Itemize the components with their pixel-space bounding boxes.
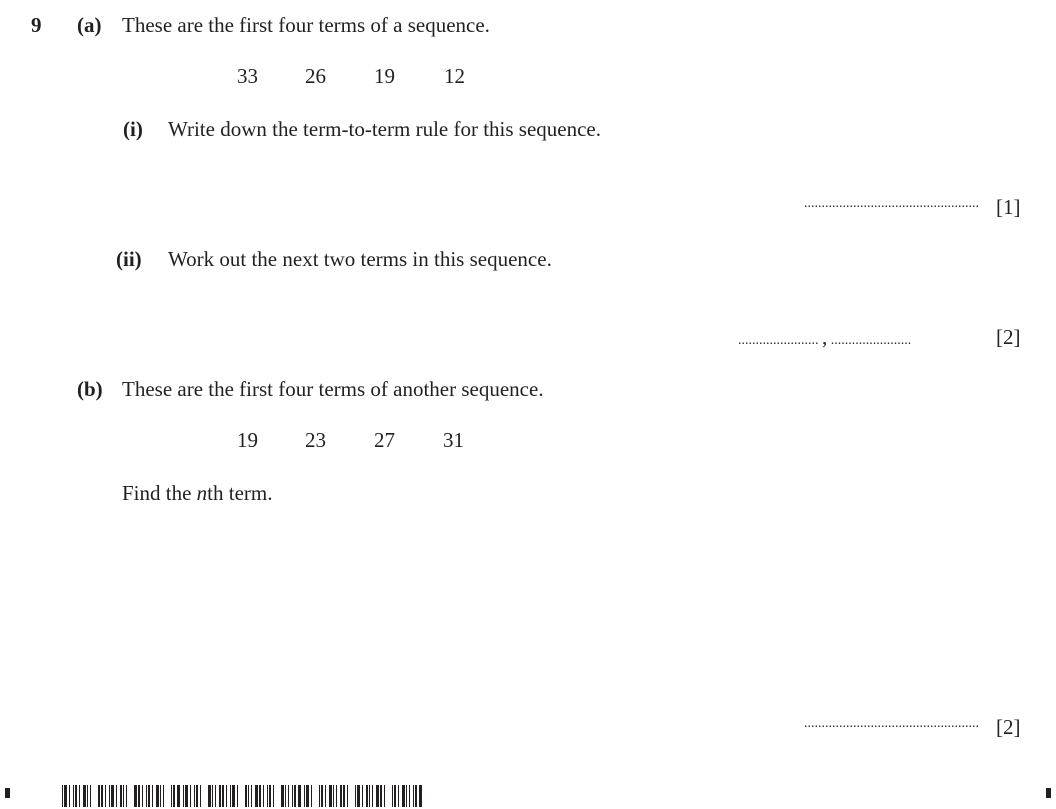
answer-line-i[interactable]: .................................................. xyxy=(804,196,979,211)
sequence-b-term-3: 27 xyxy=(374,428,395,452)
answer-separator: , xyxy=(822,325,828,349)
marks-ii: [2] xyxy=(996,325,1021,349)
sequence-a-term-1: 33 xyxy=(237,64,258,88)
part-a-stem: These are the first four terms of a sequence. xyxy=(122,13,490,37)
sequence-a-term-3: 19 xyxy=(374,64,395,88)
sub-i-text: Write down the term-to-term rule for this sequence. xyxy=(168,117,602,141)
part-b-instruction xyxy=(122,483,273,504)
sequence-a-term-4: 12 xyxy=(444,64,465,88)
instruction-before: Find the xyxy=(122,481,197,505)
sub-i-label: (i) xyxy=(123,117,143,141)
answer-line-ii-first[interactable]: ....................... xyxy=(738,333,819,348)
barcode-icon xyxy=(62,785,424,807)
part-b-label: (b) xyxy=(77,377,103,401)
sequence-b-term-2: 23 xyxy=(305,428,326,452)
instruction-variable: n xyxy=(196,481,208,505)
instruction-after: th term. xyxy=(207,481,273,505)
sequence-b-term-1: 19 xyxy=(237,428,258,452)
sub-ii-text: Work out the next two terms in this sequence. xyxy=(168,247,552,271)
part-a-label: (a) xyxy=(77,13,102,37)
page-corner-marker-icon xyxy=(5,788,10,798)
answer-line-ii-second[interactable]: ....................... xyxy=(830,333,912,348)
sub-ii-label: (ii) xyxy=(116,247,142,271)
sequence-a-term-2: 26 xyxy=(305,64,326,88)
page-corner-marker-icon xyxy=(1046,788,1051,798)
question-number: 9 xyxy=(31,13,42,37)
sequence-b-term-4: 31 xyxy=(443,428,464,452)
marks-i: [1] xyxy=(996,195,1021,219)
marks-b: [2] xyxy=(996,715,1021,739)
answer-lines-ii xyxy=(738,327,911,348)
part-b-stem: These are the first four terms of another sequence. xyxy=(122,377,544,401)
answer-line-b[interactable]: .................................................. xyxy=(804,716,979,731)
